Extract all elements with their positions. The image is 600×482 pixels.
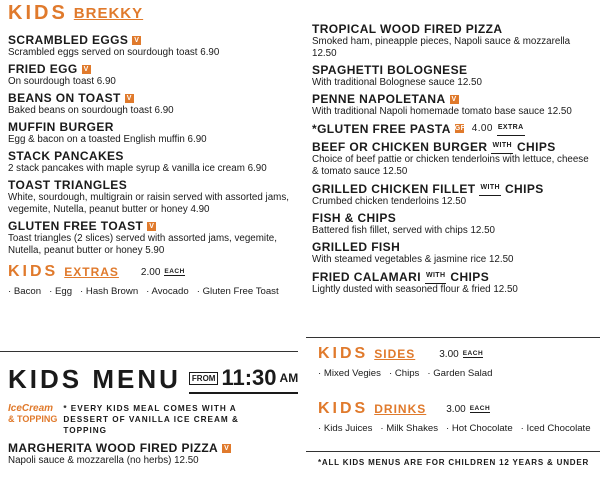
extras-item bbox=[8, 286, 41, 297]
main-item bbox=[312, 269, 596, 296]
extras-item-label: Bacon bbox=[13, 286, 42, 297]
vegetarian-icon: V bbox=[149, 222, 155, 230]
bullet-dot: · bbox=[146, 286, 150, 297]
bullet-dot: · bbox=[427, 368, 431, 379]
divider-left bbox=[0, 351, 298, 352]
sides-price-value: 3.00 bbox=[439, 348, 459, 360]
drinks-title: DRINKS bbox=[374, 402, 427, 416]
drinks-price-value: 3.00 bbox=[446, 403, 466, 415]
main-item-title: SPAGHETTI BOLOGNESE bbox=[312, 63, 468, 77]
main-item-name bbox=[312, 22, 596, 36]
with-label: WITH bbox=[491, 139, 512, 154]
brekky-item-name bbox=[8, 149, 300, 163]
brekky-item-title: MUFFIN BURGER bbox=[8, 120, 114, 134]
drinks-kids-label: KIDS bbox=[318, 400, 369, 417]
brekky-item-name bbox=[8, 219, 300, 233]
brekky-item-desc: 2 stack pancakes with maple syrup & vanilla ice cream 6.90 bbox=[8, 163, 267, 174]
extras-item bbox=[197, 286, 279, 297]
main-item-name bbox=[312, 211, 596, 225]
extras-header bbox=[8, 263, 300, 281]
extras-price bbox=[141, 267, 185, 278]
sides-title: SIDES bbox=[374, 347, 416, 361]
main-item-desc: Crumbed chicken tenderloins 12.50 bbox=[312, 196, 467, 207]
brekky-item-title: SCRAMBLED EGGS bbox=[8, 33, 129, 47]
from-label: FROM bbox=[189, 372, 219, 385]
main-item-title: FISH & CHIPS bbox=[312, 211, 397, 225]
bullet-dot: · bbox=[80, 286, 84, 297]
bullet-dot: · bbox=[380, 423, 384, 434]
sides-item-label: Chips bbox=[394, 368, 420, 379]
sides-kids-label: KIDS bbox=[318, 345, 369, 362]
sides-item bbox=[389, 368, 419, 379]
brekky-item bbox=[8, 62, 300, 88]
main-item bbox=[312, 63, 596, 89]
main-item-desc: With traditional Bolognese sauce 12.50 bbox=[312, 77, 482, 88]
vegetarian-icon: V bbox=[126, 94, 132, 102]
kids-menu-title: KIDS MENU bbox=[8, 364, 181, 394]
drinks-each: EACH bbox=[469, 405, 491, 412]
brekky-item-title: GLUTEN FREE TOAST bbox=[8, 219, 144, 233]
dessert-note: * EVERY KIDS MEAL COMES WITH A DESSERT OF VANILLA ICE CREAM & TOPPING bbox=[63, 404, 239, 435]
drinks-item-label: Iced Chocolate bbox=[526, 423, 591, 434]
main-item bbox=[312, 181, 596, 208]
time-value: 11:30 bbox=[221, 365, 277, 390]
extras-price-value: 2.00 bbox=[140, 266, 161, 278]
brekky-item-name bbox=[8, 62, 300, 76]
bullet-dot: · bbox=[318, 423, 322, 434]
brekky-item bbox=[8, 120, 300, 146]
bullet-dot: · bbox=[318, 368, 322, 379]
main-item-name bbox=[312, 139, 596, 154]
bullet-dot: · bbox=[196, 286, 200, 297]
brekky-item bbox=[8, 219, 300, 257]
brekky-item-title: BEANS ON TOAST bbox=[8, 91, 121, 105]
main-item-name bbox=[312, 269, 596, 284]
extras-item-label: Gluten Free Toast bbox=[202, 286, 279, 297]
brekky-item-title: FRIED EGG bbox=[8, 62, 78, 76]
sides-each: EACH bbox=[462, 350, 484, 357]
sides-item-label: Garden Salad bbox=[433, 368, 493, 379]
chips-label: CHIPS bbox=[504, 181, 544, 196]
extras-each: EACH bbox=[164, 268, 185, 275]
extras-item bbox=[146, 286, 189, 297]
main-item-title: PENNE NAPOLETANA bbox=[312, 92, 446, 106]
brekky-kids-label: KIDS bbox=[8, 2, 68, 24]
drinks-item-label: Milk Shakes bbox=[386, 423, 438, 434]
main-item-desc: Battered fish fillet, served with chips 12.50 bbox=[312, 225, 495, 236]
main-item-title: TROPICAL WOOD FIRED PIZZA bbox=[312, 22, 503, 36]
with-label: WITH bbox=[425, 269, 446, 284]
right-column bbox=[312, 0, 596, 299]
main-item-name bbox=[312, 63, 596, 77]
sides-price bbox=[439, 349, 483, 360]
kids-menu-time bbox=[189, 365, 298, 394]
main-item-name bbox=[312, 92, 596, 106]
brekky-item bbox=[8, 33, 300, 59]
gluten-free-pasta-price: 4.00 bbox=[471, 122, 493, 134]
extras-item-label: Egg bbox=[54, 286, 73, 297]
sides-list bbox=[318, 368, 598, 379]
drinks-item bbox=[446, 423, 513, 434]
extras-item-label: Hash Brown bbox=[85, 286, 139, 297]
drinks-item-label: Kids Juices bbox=[323, 423, 373, 434]
drinks-item-label: Hot Chocolate bbox=[451, 423, 513, 434]
brekky-item-desc: Baked beans on sourdough toast 6.90 bbox=[8, 105, 174, 116]
extras-item bbox=[49, 286, 72, 297]
main-item bbox=[312, 139, 596, 178]
mains-list bbox=[312, 22, 596, 296]
brekky-item-desc: Toast triangles (2 slices) served with assorted jams, vegemite, Nutella, peanut butter or honey 5.90 bbox=[8, 233, 277, 256]
vegetarian-icon: V bbox=[134, 36, 140, 44]
left-column bbox=[8, 0, 300, 297]
sides-item bbox=[427, 368, 492, 379]
sides-section bbox=[318, 345, 598, 379]
main-item bbox=[312, 22, 596, 60]
icecream-logo bbox=[8, 403, 57, 425]
margherita-desc: Napoli sauce & mozzarella (no herbs) 12.50 bbox=[8, 455, 199, 466]
extras-title: EXTRAS bbox=[64, 265, 119, 279]
brekky-item-name bbox=[8, 178, 300, 192]
brekky-item bbox=[8, 91, 300, 117]
brekky-list bbox=[8, 33, 300, 257]
main-item bbox=[312, 92, 596, 118]
main-item bbox=[312, 240, 596, 266]
sides-item-label: Mixed Vegies bbox=[323, 368, 381, 379]
bullet-dot: · bbox=[388, 368, 393, 379]
extras-item-label: Avocado bbox=[151, 286, 189, 297]
main-item-desc: Choice of beef pattie or chicken tenderloins with lettuce, cheese & tomato sauce 12.50 bbox=[312, 154, 589, 177]
brekky-item bbox=[8, 178, 300, 216]
kids-menu-section bbox=[8, 364, 300, 467]
divider-footer bbox=[306, 451, 600, 452]
extras-item bbox=[80, 286, 138, 297]
brekky-item-name bbox=[8, 120, 300, 134]
vegetarian-icon: V bbox=[224, 444, 230, 452]
drinks-list bbox=[318, 423, 598, 434]
margherita-name bbox=[8, 441, 300, 455]
brekky-item-desc: Scrambled eggs served on sourdough toast 6.90 bbox=[8, 47, 220, 58]
main-item-desc: Smoked ham, pineapple pieces, Napoli sauce & mozzarella 12.50 bbox=[312, 36, 571, 59]
brekky-item bbox=[8, 149, 300, 175]
bullet-dot: · bbox=[8, 286, 12, 297]
topping-label: & TOPPING bbox=[8, 414, 58, 424]
main-item-title: GRILLED CHICKEN FILLET bbox=[312, 181, 476, 196]
icecream-label: IceCream bbox=[8, 403, 54, 414]
gluten-free-pasta-title: *GLUTEN FREE PASTA bbox=[312, 121, 451, 136]
extra-label: EXTRA bbox=[497, 121, 525, 136]
drinks-section bbox=[318, 400, 598, 434]
bullet-dot: · bbox=[446, 423, 450, 434]
main-item bbox=[312, 211, 596, 237]
bullet-dot: · bbox=[520, 423, 524, 434]
drinks-item bbox=[521, 423, 591, 434]
drinks-item bbox=[318, 423, 372, 434]
brekky-item-desc: Egg & bacon on a toasted English muffin 6.90 bbox=[8, 134, 207, 145]
am-label: AM bbox=[279, 371, 299, 385]
vegetarian-icon: V bbox=[83, 65, 89, 73]
extras-kids-label: KIDS bbox=[8, 263, 59, 280]
brekky-item-name bbox=[8, 33, 300, 47]
gluten-free-icon: GF bbox=[454, 125, 466, 132]
main-item-name bbox=[312, 181, 596, 196]
main-item-desc: With traditional Napoli homemade tomato base sauce 12.50 bbox=[312, 106, 572, 117]
main-item-desc: Lightly dusted with seasoned flour & fried 12.50 bbox=[312, 284, 518, 295]
divider-right bbox=[306, 337, 600, 338]
margherita-title: MARGHERITA WOOD FIRED PIZZA bbox=[8, 441, 219, 455]
brekky-title: BREKKY bbox=[73, 5, 144, 22]
gluten-free-pasta bbox=[312, 121, 596, 136]
brekky-item-name bbox=[8, 91, 300, 105]
sides-item bbox=[318, 368, 381, 379]
main-item-title: BEEF OR CHICKEN BURGER bbox=[312, 139, 488, 154]
brekky-header bbox=[8, 2, 300, 25]
drinks-item bbox=[380, 423, 438, 434]
brekky-item-desc: On sourdough toast 6.90 bbox=[8, 76, 116, 87]
extras-list bbox=[8, 286, 300, 297]
chips-label: CHIPS bbox=[450, 269, 490, 284]
brekky-item-title: TOAST TRIANGLES bbox=[8, 178, 128, 192]
main-item-desc: With steamed vegetables & jasmine rice 12.50 bbox=[312, 254, 514, 265]
main-item-title: GRILLED FISH bbox=[312, 240, 401, 254]
bullet-dot: · bbox=[49, 286, 53, 297]
footnote: *ALL KIDS MENUS ARE FOR CHILDREN 12 YEARS & UNDER bbox=[318, 458, 590, 467]
with-label: WITH bbox=[479, 181, 500, 196]
brekky-item-title: STACK PANCAKES bbox=[8, 149, 124, 163]
main-item-name bbox=[312, 240, 596, 254]
drinks-price bbox=[446, 404, 490, 415]
vegetarian-icon: V bbox=[451, 95, 457, 103]
main-item-title: FRIED CALAMARI bbox=[312, 269, 421, 284]
chips-label: CHIPS bbox=[516, 139, 556, 154]
brekky-item-desc: White, sourdough, multigrain or raisin served with assorted jams, vegemite, Nutella, peanut butter or honey 4.90 bbox=[8, 192, 289, 215]
